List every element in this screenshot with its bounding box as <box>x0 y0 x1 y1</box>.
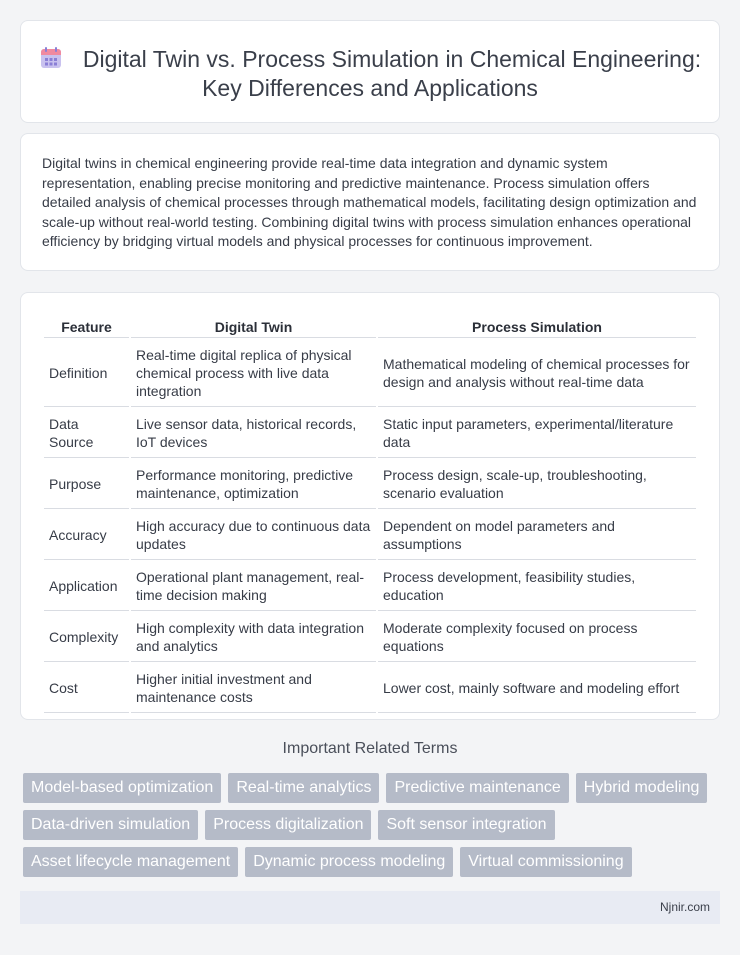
table-row <box>44 664 696 713</box>
digital-twin-cell: Operational plant management, real-time decision making <box>131 562 376 611</box>
feature-cell: Definition <box>44 340 129 407</box>
tag-row <box>23 810 723 840</box>
tag-data-driven-simulation[interactable]: Data-driven simulation <box>23 810 198 840</box>
table-row <box>44 511 696 560</box>
digital-twin-cell: Real-time digital replica of physical chemical process with live data integration <box>131 340 376 407</box>
page-title <box>21 45 719 103</box>
process-simulation-cell: Moderate complexity focused on process equations <box>378 613 696 662</box>
related-terms-heading: Important Related Terms <box>282 740 458 757</box>
tag-hybrid-modeling[interactable]: Hybrid modeling <box>576 773 708 803</box>
footer <box>20 891 720 924</box>
comparison-table <box>42 314 698 715</box>
comparison-table-card <box>20 292 720 720</box>
process-simulation-cell: Static input parameters, experimental/literature data <box>378 409 696 458</box>
tag-dynamic-process-modeling[interactable]: Dynamic process modeling <box>245 847 453 877</box>
feature-cell: Complexity <box>44 613 129 662</box>
feature-cell: Accuracy <box>44 511 129 560</box>
tag-row <box>23 773 723 803</box>
tag-virtual-commissioning[interactable]: Virtual commissioning <box>460 847 631 877</box>
table-row <box>44 613 696 662</box>
digital-twin-cell: High complexity with data integration and analytics <box>131 613 376 662</box>
feature-cell: Data Source <box>44 409 129 458</box>
process-simulation-cell: Dependent on model parameters and assumptions <box>378 511 696 560</box>
tag-predictive-maintenance[interactable]: Predictive maintenance <box>386 773 568 803</box>
digital-twin-cell: Performance monitoring, predictive maintenance, optimization <box>131 460 376 509</box>
table-header-row <box>44 316 696 338</box>
process-simulation-cell: Process development, feasibility studies, education <box>378 562 696 611</box>
related-terms-list <box>23 773 723 884</box>
tag-row <box>23 847 723 877</box>
tag-asset-lifecycle-management[interactable]: Asset lifecycle management <box>23 847 238 877</box>
digital-twin-cell: High accuracy due to continuous data updates <box>131 511 376 560</box>
process-simulation-cell: Lower cost, mainly software and modeling effort <box>378 664 696 713</box>
feature-cell: Purpose <box>44 460 129 509</box>
title-card <box>20 20 720 123</box>
table-row <box>44 460 696 509</box>
feature-cell: Cost <box>44 664 129 713</box>
table-row <box>44 409 696 458</box>
digital-twin-cell: Higher initial investment and maintenance costs <box>131 664 376 713</box>
process-simulation-cell: Process design, scale-up, troubleshooting, scenario evaluation <box>378 460 696 509</box>
tag-process-digitalization[interactable]: Process digitalization <box>205 810 371 840</box>
page-title-text: Digital Twin vs. Process Simulation in Chemical Engineering: Key Differences and Applications <box>82 46 702 101</box>
table-row <box>44 562 696 611</box>
header-feature: Feature <box>44 316 129 338</box>
process-simulation-cell: Mathematical modeling of chemical processes for design and analysis without real-time data <box>378 340 696 407</box>
digital-twin-cell: Live sensor data, historical records, IoT devices <box>131 409 376 458</box>
tag-model-based-optimization[interactable]: Model-based optimization <box>23 773 221 803</box>
header-process-simulation: Process Simulation <box>378 316 696 338</box>
tag-soft-sensor-integration[interactable]: Soft sensor integration <box>378 810 554 840</box>
calendar-icon <box>39 46 63 70</box>
tag-real-time-analytics[interactable]: Real-time analytics <box>228 773 379 803</box>
feature-cell: Application <box>44 562 129 611</box>
summary-card <box>20 133 720 271</box>
table-row <box>44 340 696 407</box>
header-digital-twin: Digital Twin <box>131 316 376 338</box>
summary-text: Digital twins in chemical engineering provide real-time data integration and dynamic system representation, enabling precise monitoring and predictive maintenance. Process simulation offers detailed analysis of chemical processes through mathematical models, facilitating design optimization and scale-up without real-world testing. Combining digital twins with process simulation enhances operational efficiency by bridging virtual models and physical processes for continuous improvement. <box>42 155 697 250</box>
footer-site-link[interactable]: Njnir.com <box>659 900 710 914</box>
